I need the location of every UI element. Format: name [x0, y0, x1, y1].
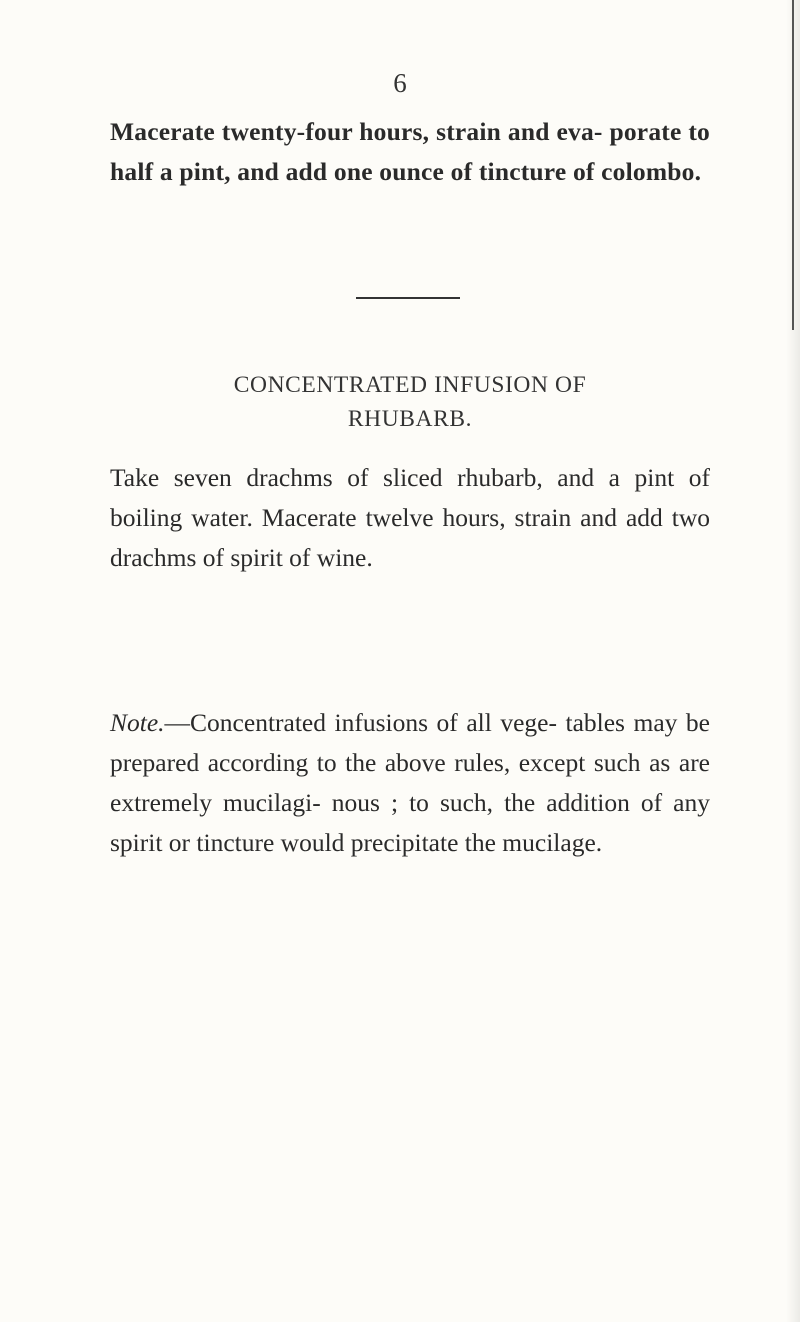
section-divider: [356, 297, 460, 299]
note-text: —Concentrated infusions of all vege- tables may be prepared according to the above rules, except such as are extremely mucilagi- nous ; to such, the addition of any spirit or tincture would precipitate the mucilage.: [110, 708, 710, 857]
section-heading-line-1: CONCENTRATED INFUSION OF: [233, 372, 587, 398]
paragraph-note: [110, 703, 710, 863]
page-number: 6: [393, 68, 407, 98]
page-edge-line: [792, 0, 794, 330]
section-heading-line-2: RHUBARB.: [347, 406, 473, 432]
section-heading: [90, 368, 730, 436]
paragraph-maceration: Macerate twenty-four hours, strain and eva- porate to half a pint, and add one ounce of tincture of colombo.: [110, 117, 710, 186]
paragraph-rhubarb-recipe: Take seven drachms of sliced rhubarb, and a pint of boiling water. Macerate twelve hours, strain and add two drachms of spirit of wine.: [110, 463, 710, 572]
note-label: Note.: [110, 708, 165, 737]
